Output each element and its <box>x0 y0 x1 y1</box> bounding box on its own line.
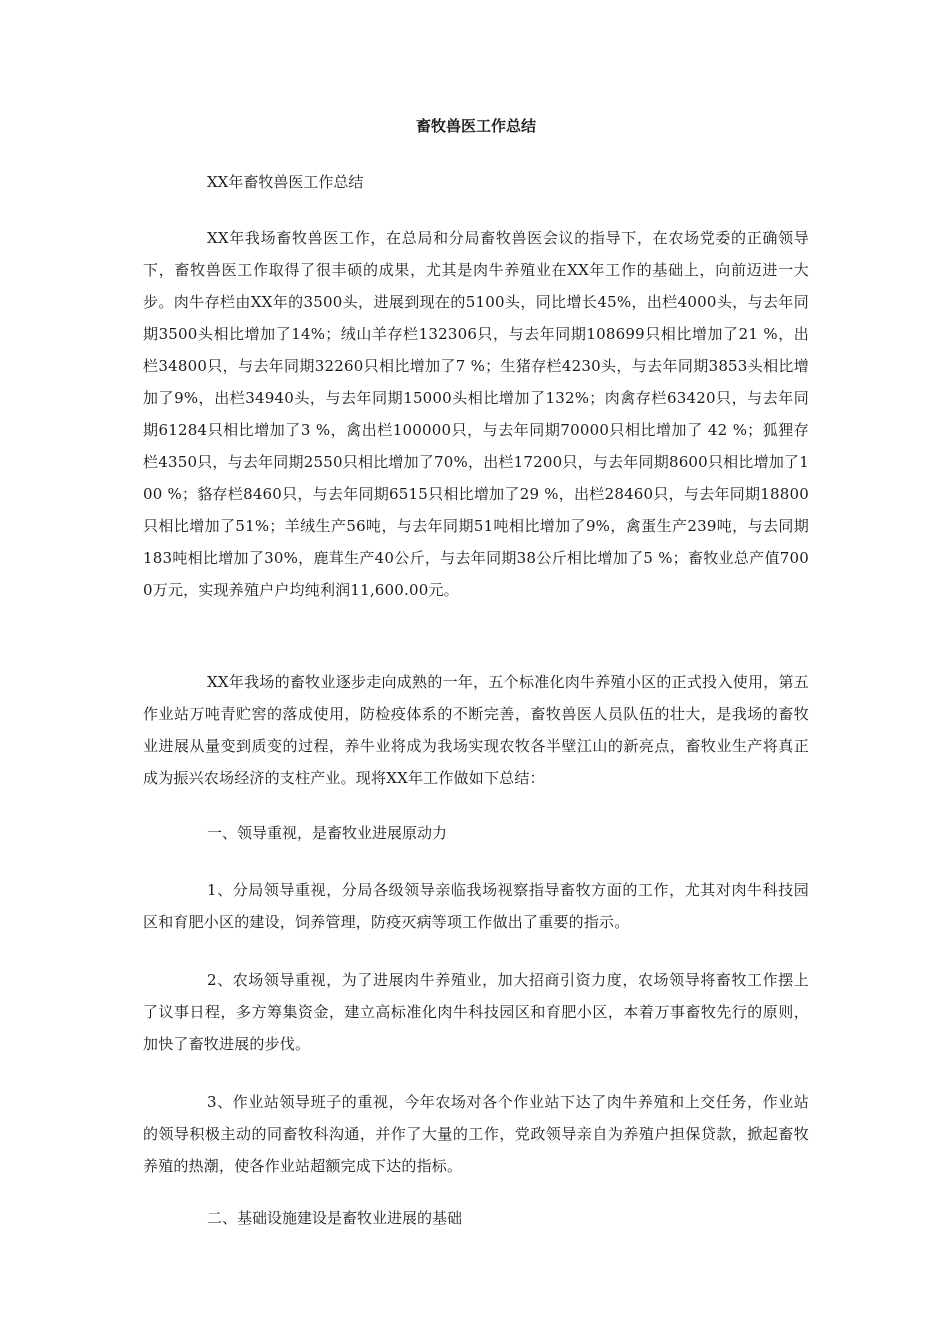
paragraph-overview: XX年我场的畜牧业逐步走向成熟的一年，五个标准化肉牛养殖小区的正式投入使用，第五作业站万吨青贮窖的落成使用，防检疫体系的不断完善，畜牧兽医人员队伍的壮大，是我场的畜牧业进展从量变到质变的过程，养牛业将成为我场实现农牧各半壁江山的新亮点，畜牧业生产将真正成为振兴农场经济的支柱产业。现将XX年工作做如下总结： <box>143 673 809 787</box>
section-heading-2: 二、基础设施建设是畜牧业进展的基础 <box>207 1209 463 1227</box>
paragraph-item-2: 2、农场领导重视，为了进展肉牛养殖业，加大招商引资力度，农场领导将畜牧工作摆上了议事日程，多方筹集资金，建立高标准化肉牛科技园区和育肥小区，本着万事畜牧先行的原则，加快了畜牧进展的步伐。 <box>143 971 809 1053</box>
paragraph-summary-stats: XX年我场畜牧兽医工作，在总局和分局畜牧兽医会议的指导下，在农场党委的正确领导下，畜牧兽医工作取得了很丰硕的成果，尤其是肉牛养殖业在XX年工作的基础上，向前迈进一大步。肉牛存栏由XX年的3500头，进展到现在的5100头，同比增长45%，出栏4000头，与去年同期3500头相比增加了14%；绒山羊存栏132306只，与去年同期108699只相比增加了21 %，出栏34800只，与去年同期32260只相比增加了7 %；生猪存栏4230头，与去年同期3853头相比增加了9%，出栏34940头，与去年同期15000头相比增加了132%；肉禽存栏63420只，与去年同期61284只相比增加了3 %，禽出栏100000只，与去年同期70000只相比增加了 42 %；狐狸存栏4350只，与去年同期2550只相比增加了70%，出栏17200只，与去年同期8600只相比增加了100 %；貉存栏8460只，与去年同期6515只相比增加了29 %，出栏28460只，与去年同期18800只相比增加了51%；羊绒生产56吨，与去年同期51吨相比增加了9%，禽蛋生产239吨，与去同期183吨相比增加了30%，鹿茸生产40公斤，与去年同期38公斤相比增加了5 %；畜牧业总产值7000万元，实现养殖户户均纯利润11,600.00元。 <box>143 229 809 599</box>
document-title: 畜牧兽医工作总结 <box>415 117 536 135</box>
document-subtitle: XX年畜牧兽医工作总结 <box>207 173 364 191</box>
paragraph-item-3: 3、作业站领导班子的重视，今年农场对各个作业站下达了肉牛养殖和上交任务，作业站的领导积极主动的同畜牧科沟通，并作了大量的工作，党政领导亲自为养殖户担保贷款，掀起畜牧养殖的热潮，使各作业站超额完成下达的指标。 <box>143 1093 809 1175</box>
section-heading-1: 一、领导重视，是畜牧业进展原动力 <box>207 824 448 842</box>
paragraph-item-1: 1、分局领导重视，分局各级领导亲临我场视察指导畜牧方面的工作，尤其对肉牛科技园区和育肥小区的建设，饲养管理，防疫灭病等项工作做出了重要的指示。 <box>143 881 809 931</box>
